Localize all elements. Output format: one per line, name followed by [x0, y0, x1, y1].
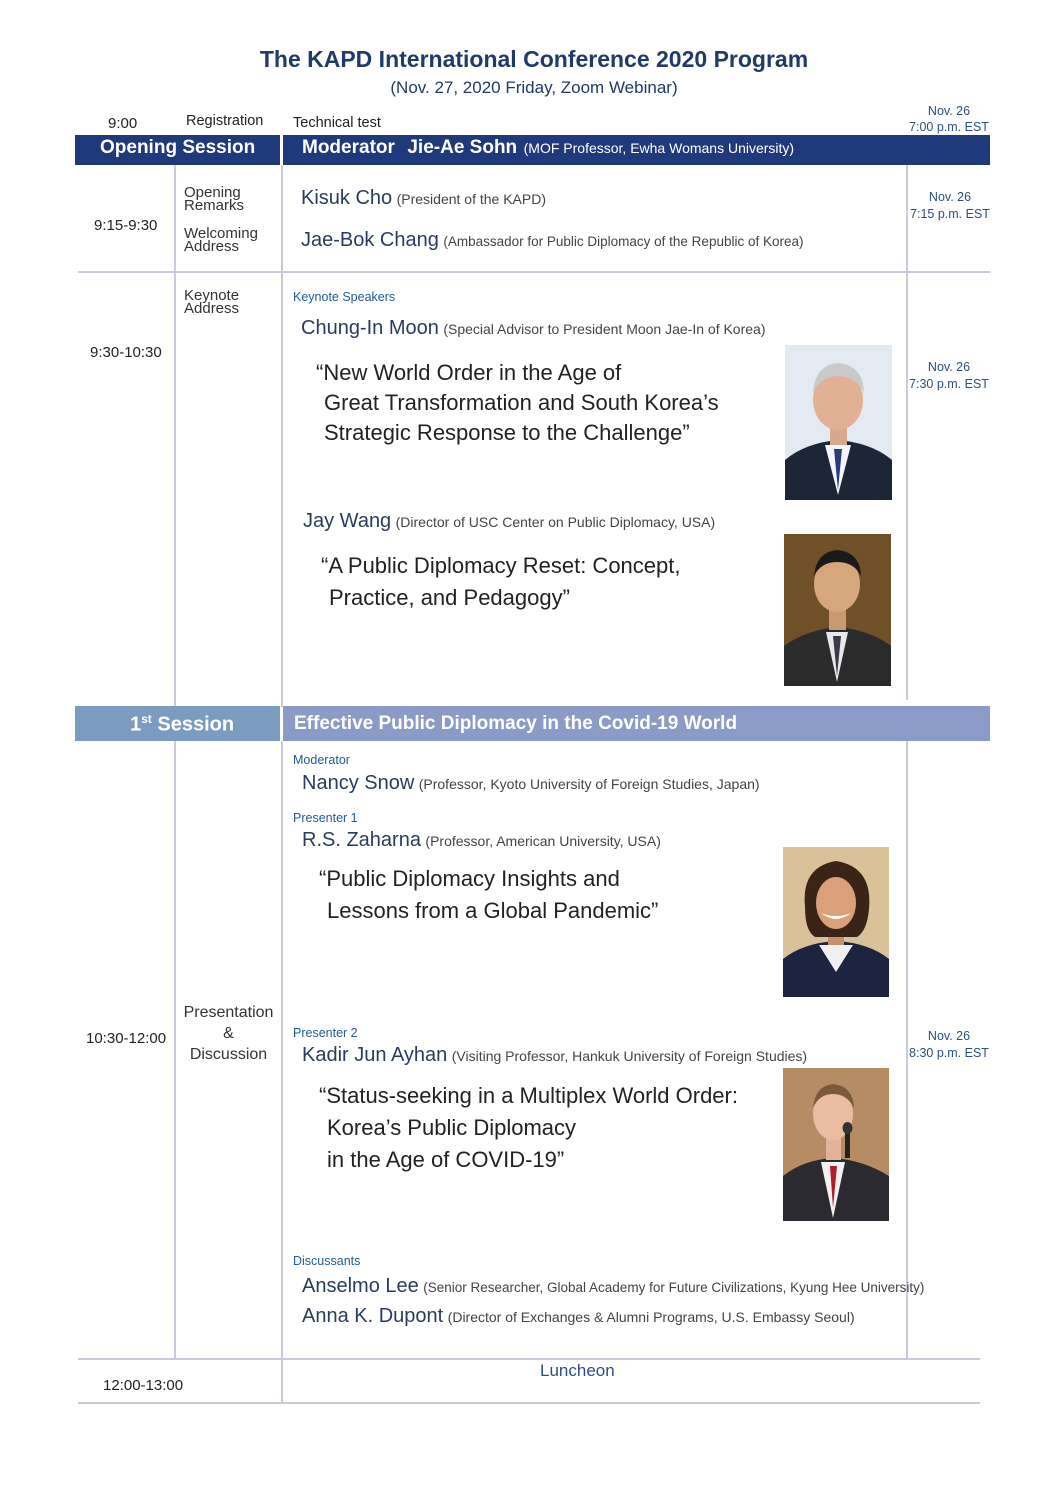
keynote-speaker-1	[301, 317, 766, 340]
grid-line	[281, 165, 283, 707]
page-subtitle: (Nov. 27, 2020 Friday, Zoom Webinar)	[390, 78, 678, 97]
speaker-affiliation: (Director of Exchanges & Alumni Programs, U.S. Embassy Seoul)	[447, 1309, 855, 1325]
speaker-name: Nancy Snow	[302, 772, 415, 794]
registration-label: Registration	[186, 113, 264, 129]
technical-test-label: Technical test	[293, 115, 381, 131]
keynote-time: 9:30-10:30	[90, 344, 162, 361]
speaker-name: Jae-Bok Chang	[301, 229, 439, 251]
speaker-name: Jay Wang	[303, 510, 392, 532]
speaker-affiliation: (Special Advisor to President Moon Jae-In of Korea)	[443, 321, 766, 337]
session1-time: 10:30-12:00	[86, 1030, 167, 1047]
session1-label	[130, 712, 234, 737]
session1-format	[176, 1002, 281, 1065]
opening-speaker-1	[301, 187, 546, 210]
keynote-speakers-tag: Keynote Speakers	[293, 290, 396, 304]
speaker-name: R.S. Zaharna	[302, 829, 421, 851]
quote-line: “Status-seeking in a Multiplex World Order:	[319, 1083, 738, 1108]
speaker-photo	[785, 345, 892, 500]
keynote-speaker-2	[303, 510, 715, 533]
est-time: 7:30 p.m. EST	[909, 377, 989, 391]
luncheon-label: Luncheon	[540, 1361, 615, 1380]
grid-line	[174, 165, 176, 272]
speaker-photo	[783, 1068, 889, 1221]
page-title: The KAPD International Conference 2020 Program	[259, 46, 809, 72]
opening-time: 9:15-9:30	[94, 217, 158, 234]
discussant-1	[302, 1275, 924, 1298]
session-ordinal: st	[141, 712, 152, 726]
speaker-name: Anna K. Dupont	[302, 1305, 444, 1327]
presenter1-quote	[319, 863, 658, 927]
speaker-photo	[784, 534, 891, 686]
moderator-name: Jie-Ae Sohn	[407, 137, 518, 158]
quote-line: “New World Order in the Age of	[316, 360, 622, 385]
est-date: Nov. 26	[927, 360, 971, 374]
speaker-affiliation: (Professor, American University, USA)	[425, 833, 661, 849]
quote-line: Lessons from a Global Pandemic”	[327, 898, 659, 923]
speaker-affiliation: (Visiting Professor, Hankuk University of Foreign Studies)	[451, 1048, 808, 1064]
quote-line: Korea’s Public Diplomacy	[327, 1115, 577, 1140]
opening-session-label: Opening Session	[100, 137, 256, 158]
presenter1-tag: Presenter 1	[293, 811, 358, 825]
format-line: Discussion	[189, 1046, 268, 1063]
opening-speaker-2	[301, 229, 804, 252]
speaker-affiliation: (Director of USC Center on Public Diplomacy, USA)	[395, 514, 716, 530]
keynote-quote-2	[321, 550, 681, 614]
luncheon-time: 12:00-13:00	[103, 1377, 184, 1394]
est-time: 7:00 p.m. EST	[909, 120, 989, 134]
discussant-2	[302, 1305, 855, 1328]
moderator-label: Moderator	[302, 137, 395, 158]
speaker-affiliation: (Ambassador for Public Diplomacy of the Republic of Korea)	[443, 234, 804, 249]
moderator-affiliation: (MOF Professor, Ewha Womans University)	[523, 140, 795, 156]
opening-remarks-label: Opening Remarks	[184, 184, 245, 214]
speaker-name: Kadir Jun Ayhan	[302, 1044, 448, 1066]
est-date: Nov. 26	[928, 190, 972, 204]
keynote-address-label: Keynote Address	[184, 287, 240, 317]
keynote-quote-1	[316, 358, 719, 448]
session1-est	[904, 1028, 994, 1062]
presenter-2	[302, 1044, 807, 1067]
session-number: 1	[130, 713, 142, 736]
grid-line	[906, 165, 908, 700]
quote-line: in the Age of COVID-19”	[327, 1147, 565, 1172]
presenter-1	[302, 829, 661, 852]
speaker-name: Kisuk Cho	[301, 187, 393, 209]
opening-moderator	[302, 137, 794, 159]
welcoming-address-label: Welcoming Address	[184, 225, 258, 255]
session1-theme: Effective Public Diplomacy in the Covid-19 World	[294, 713, 738, 734]
moderator-tag: Moderator	[293, 753, 350, 767]
est-time: 8:30 p.m. EST	[909, 1046, 989, 1060]
grid-line	[281, 741, 283, 1403]
quote-line: “Public Diplomacy Insights and	[319, 866, 620, 891]
registration-time: 9:00	[108, 115, 138, 132]
quote-line: Practice, and Pedagogy”	[329, 585, 570, 610]
speaker-affiliation: (Senior Researcher, Global Academy for Future Civilizations, Kyung Hee University)	[423, 1280, 925, 1295]
est-date: Nov. 26	[927, 104, 971, 118]
quote-line: Strategic Response to the Challenge”	[324, 420, 690, 445]
est-date: Nov. 26	[927, 1029, 971, 1043]
speaker-name: Chung-In Moon	[301, 317, 439, 339]
format-line: Presentation	[183, 1004, 274, 1021]
opening-est	[905, 189, 995, 223]
keynote-est	[904, 359, 994, 393]
grid-line	[174, 272, 176, 707]
registration-est	[904, 103, 994, 136]
format-line: &	[223, 1025, 234, 1042]
speaker-affiliation: (President of the KAPD)	[396, 191, 547, 207]
speaker-affiliation: (Professor, Kyoto University of Foreign Studies, Japan)	[418, 776, 760, 792]
discussants-tag: Discussants	[293, 1254, 361, 1268]
grid-line	[78, 1402, 980, 1404]
speaker-name: Anselmo Lee	[302, 1275, 419, 1297]
quote-line: “A Public Diplomacy Reset: Concept,	[321, 553, 681, 578]
presenter2-quote	[319, 1080, 738, 1176]
speaker-photo	[783, 847, 889, 997]
quote-line: Great Transformation and South Korea’s	[324, 390, 719, 415]
session-word: Session	[151, 713, 235, 736]
grid-line	[78, 271, 990, 273]
presenter2-tag: Presenter 2	[293, 1026, 358, 1040]
grid-line	[78, 1358, 980, 1360]
session1-moderator	[302, 772, 760, 795]
bar-divider	[280, 135, 283, 165]
est-time: 7:15 p.m. EST	[910, 207, 990, 221]
